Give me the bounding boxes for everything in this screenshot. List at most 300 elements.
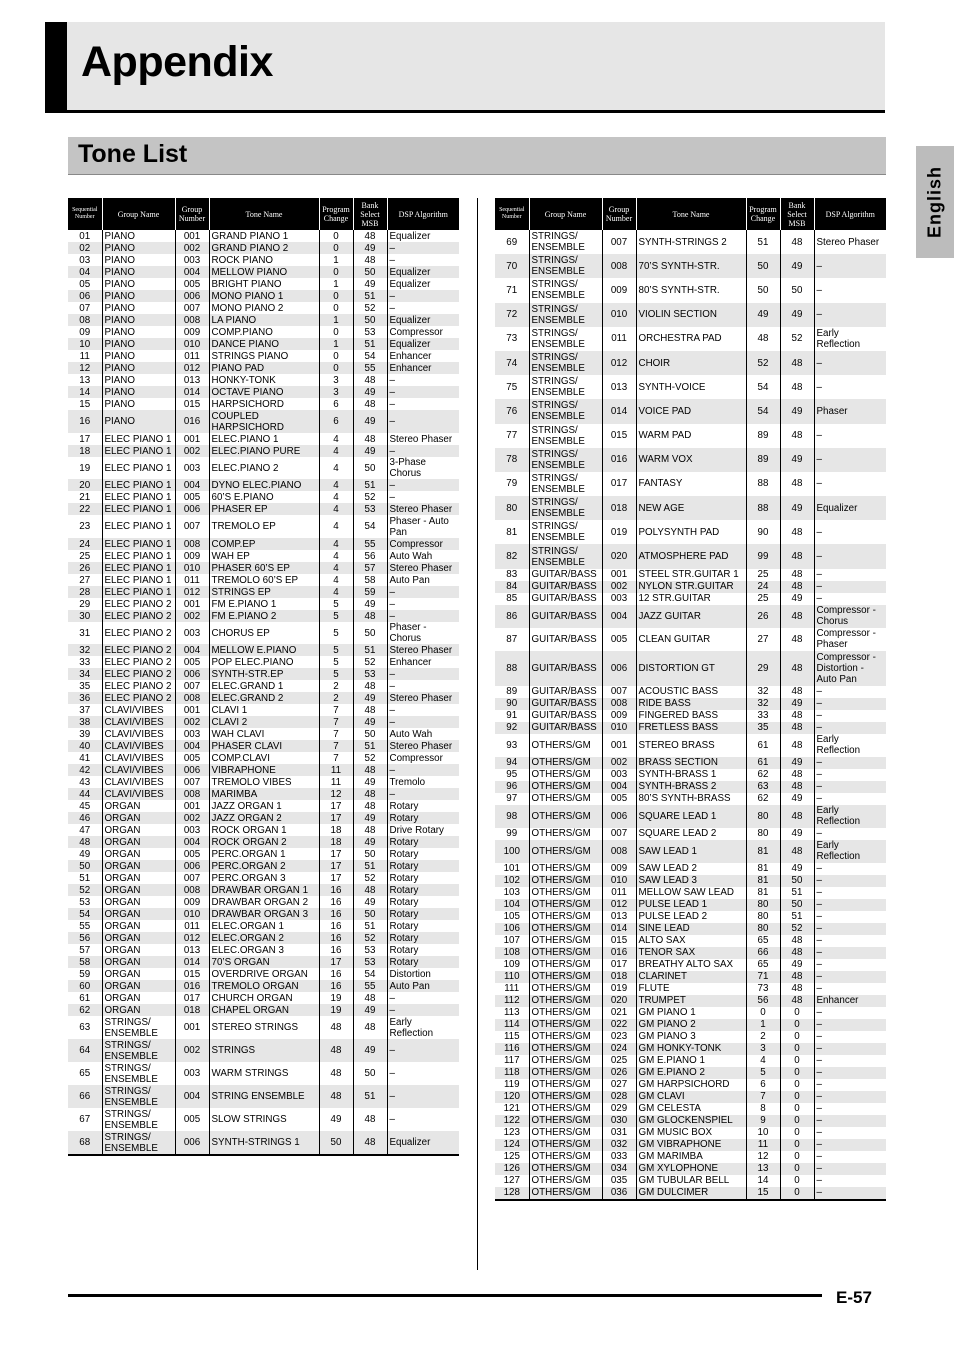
dsp-algorithm-cell: – [387, 386, 459, 398]
tone-row [68, 1039, 459, 1062]
dsp-algorithm-cell: – [816, 1031, 822, 1043]
group-name-cell: GUITAR/BASS [529, 698, 602, 710]
program-change-cell: 0 [319, 266, 353, 278]
dsp-algorithm-cell: Rotary [387, 932, 459, 944]
tone-name-cell: MELLOW E.PIANO [209, 644, 319, 656]
sequential-number-cell: 06 [68, 290, 102, 302]
program-change-cell: 29 [746, 651, 780, 686]
tone-row [495, 1175, 886, 1187]
group-number-cell: 032 [602, 1139, 636, 1151]
bank-select-msb-cell: 48 [353, 788, 387, 800]
group-name-cell: STRINGS/ ENSEMBLE [529, 230, 602, 254]
sequential-number-cell: 28 [68, 586, 102, 598]
program-change-cell: 16 [319, 932, 353, 944]
bank-select-msb-cell: 49 [353, 692, 387, 704]
program-change-cell: 5 [319, 598, 353, 610]
tone-name-cell: POLYSYNTH PAD [636, 520, 746, 544]
program-change-cell: 18 [319, 824, 353, 836]
sequential-number-cell: 42 [68, 764, 102, 776]
tone-row [68, 668, 459, 680]
bank-select-msb-cell: 48 [780, 710, 814, 722]
tone-row [68, 776, 459, 788]
group-number-cell: 004 [175, 1085, 209, 1108]
dsp-algorithm-cell: – [816, 526, 822, 538]
program-change-cell: 48 [746, 327, 780, 351]
dsp-algorithm-cell: Stereo Phaser [387, 692, 459, 704]
tone-row [495, 605, 886, 628]
group-name-cell: ELEC PIANO 2 [102, 692, 175, 704]
sequential-number-cell: 103 [495, 887, 529, 899]
program-change-cell: 66 [746, 947, 780, 959]
program-change-cell: 9 [746, 1115, 780, 1127]
program-change-cell: 13 [746, 1163, 780, 1175]
program-change-cell: 7 [319, 704, 353, 716]
dsp-algorithm-cell: Equalizer [387, 338, 459, 350]
program-change-cell: 6 [319, 410, 353, 433]
program-change-cell: 1 [319, 254, 353, 266]
program-change-cell: 17 [319, 860, 353, 872]
program-change-cell: 1 [319, 314, 353, 326]
program-change-cell: 49 [319, 1108, 353, 1131]
dsp-algorithm-cell: Rotary [389, 944, 419, 956]
tone-row [68, 410, 459, 433]
group-name-cell: GUITAR/BASS [529, 686, 602, 698]
program-change-cell: 19 [319, 992, 353, 1004]
page-title: Appendix [81, 38, 273, 86]
program-change-cell: 62 [746, 793, 780, 805]
dsp-algorithm-cell: Stereo Phaser [387, 562, 459, 574]
bank-select-msb-cell: 0 [780, 1103, 814, 1115]
tone-name-cell: DRAWBAR ORGAN 2 [209, 896, 319, 908]
group-name-cell: OTHERS/GM [529, 1019, 602, 1031]
sequential-number-cell: 47 [68, 824, 102, 836]
program-change-cell: 50 [319, 1131, 353, 1155]
dsp-algorithm-cell: – [816, 959, 822, 971]
bank-select-msb-cell: 49 [780, 959, 814, 971]
group-name-cell: ELEC PIANO 2 [102, 610, 175, 622]
sequential-number-cell: 29 [68, 598, 102, 610]
sequential-number-cell: 70 [495, 254, 529, 278]
group-name-cell: OTHERS/GM [529, 947, 602, 959]
sequential-number-cell: 90 [495, 698, 529, 710]
tone-row [495, 899, 886, 911]
tone-name-cell: WARM VOX [636, 448, 746, 472]
tone-name-cell: ACOUSTIC BASS [636, 686, 746, 698]
group-number-cell: 016 [602, 947, 636, 959]
group-name-cell: OTHERS/GM [529, 1127, 602, 1139]
program-change-cell: 0 [319, 230, 353, 242]
group-number-cell: 035 [602, 1175, 636, 1187]
group-number-cell: 005 [175, 752, 209, 764]
group-name-cell: PIANO [102, 278, 175, 290]
group-name-cell: ELEC PIANO 1 [102, 457, 175, 479]
bank-select-msb-cell: 48 [780, 686, 814, 698]
bank-select-msb-cell: 0 [780, 1031, 814, 1043]
tone-row [495, 923, 886, 935]
tone-name-cell: FM E.PIANO 1 [209, 598, 319, 610]
tone-row [68, 812, 459, 824]
tone-row [68, 992, 459, 1004]
dsp-algorithm-cell: Auto Pan [387, 980, 459, 992]
group-name-cell: ELEC PIANO 2 [102, 668, 175, 680]
sequential-number-cell: 36 [68, 692, 102, 704]
dsp-algorithm-cell: Auto Pan [389, 574, 430, 586]
tone-row [68, 433, 459, 445]
tone-row [495, 569, 886, 581]
bank-select-msb-cell: 48 [353, 398, 387, 410]
sequential-number-cell: 49 [68, 848, 102, 860]
tone-name-cell: JAZZ ORGAN 1 [209, 800, 319, 812]
dsp-algorithm-cell: – [816, 911, 822, 923]
tone-row [68, 944, 459, 956]
bank-select-msb-cell: 52 [353, 656, 387, 668]
sequential-number-cell: 64 [68, 1039, 102, 1062]
sequential-number-cell: 106 [495, 923, 529, 935]
group-number-cell: 013 [602, 375, 636, 399]
program-change-cell: 62 [746, 769, 780, 781]
header-dsp-algorithm: DSP Algorithm [814, 198, 886, 230]
group-name-cell: OTHERS/GM [529, 840, 602, 863]
tone-name-cell: OVERDRIVE ORGAN [209, 968, 319, 980]
sequential-number-cell: 01 [68, 230, 102, 242]
sequential-number-cell: 59 [68, 968, 102, 980]
tone-row [495, 983, 886, 995]
group-name-cell: ORGAN [102, 884, 175, 896]
bank-select-msb-cell: 54 [353, 968, 387, 980]
group-number-cell: 007 [602, 828, 636, 840]
group-number-cell: 005 [175, 848, 209, 860]
bank-select-msb-cell: 53 [353, 956, 387, 968]
tone-row [495, 840, 886, 863]
dsp-algorithm-cell: – [816, 381, 822, 393]
bank-select-msb-cell: 48 [780, 520, 814, 544]
group-number-cell: 004 [602, 781, 636, 793]
tone-name-cell: STRINGS [209, 1039, 319, 1062]
program-change-cell: 48 [319, 1016, 353, 1039]
tone-name-cell: 70’S ORGAN [209, 956, 319, 968]
group-name-cell: GUITAR/BASS [529, 569, 602, 581]
program-change-cell: 10 [746, 1127, 780, 1139]
group-number-cell: 006 [175, 503, 209, 515]
group-name-cell: PIANO [102, 230, 175, 242]
tone-row [68, 704, 459, 716]
group-name-cell: ORGAN [102, 944, 175, 956]
program-change-cell: 19 [319, 1004, 353, 1016]
group-name-cell: OTHERS/GM [529, 828, 602, 840]
tone-row [495, 628, 886, 651]
sequential-number-cell: 38 [68, 716, 102, 728]
tone-name-cell: ELEC.PIANO 2 [209, 457, 319, 479]
tone-row [495, 1103, 886, 1115]
tone-row [495, 1115, 886, 1127]
program-change-cell: 7 [319, 752, 353, 764]
sequential-number-cell: 39 [68, 728, 102, 740]
dsp-algorithm-cell: Drive Rotary [389, 824, 444, 836]
tone-row [68, 479, 459, 491]
tone-row [68, 1004, 459, 1016]
group-number-cell: 011 [175, 574, 209, 586]
tone-name-cell: JAZZ GUITAR [636, 605, 746, 628]
group-number-cell: 006 [175, 764, 209, 776]
tone-name-cell: 12 STR.GUITAR [636, 593, 746, 605]
tone-name-cell: SQUARE LEAD 1 [636, 805, 746, 828]
tone-row [68, 692, 459, 704]
dsp-algorithm-cell: Stereo Phaser [387, 644, 459, 656]
program-change-cell: 48 [319, 1085, 353, 1108]
bank-select-msb-cell: 50 [780, 899, 814, 911]
tone-row [68, 740, 459, 752]
bank-select-msb-cell: 48 [780, 424, 814, 448]
dsp-algorithm-cell: – [816, 1079, 822, 1091]
program-change-cell: 48 [319, 1062, 353, 1085]
group-number-cell: 006 [175, 860, 209, 872]
program-change-cell: 11 [746, 1139, 780, 1151]
tone-row [68, 716, 459, 728]
program-change-cell: 4 [319, 562, 353, 574]
group-number-cell: 009 [602, 710, 636, 722]
dsp-algorithm-cell: – [387, 410, 459, 433]
tone-name-cell: FINGERED BASS [636, 710, 746, 722]
tone-row [495, 995, 886, 1007]
tone-name-cell: COUPLED HARPSICHORD [209, 410, 319, 433]
tone-row [495, 971, 886, 983]
tone-name-cell: OCTAVE PIANO [209, 386, 319, 398]
tone-name-cell: PERC.ORGAN 2 [209, 860, 319, 872]
tone-name-cell: GM MARIMBA [636, 1151, 746, 1163]
group-number-cell: 001 [175, 800, 209, 812]
bank-select-msb-cell: 54 [353, 350, 387, 362]
bank-select-msb-cell: 48 [780, 605, 814, 628]
sequential-number-cell: 89 [495, 686, 529, 698]
group-number-cell: 008 [175, 692, 209, 704]
dsp-algorithm-cell: Auto Wah [389, 728, 433, 740]
group-name-cell: GUITAR/BASS [529, 651, 602, 686]
tone-name-cell: GM HARPSICHORD [636, 1079, 746, 1091]
dsp-algorithm-cell: – [814, 1091, 886, 1103]
bank-select-msb-cell: 56 [353, 550, 387, 562]
tone-row [68, 752, 459, 764]
sequential-number-cell: 45 [68, 800, 102, 812]
bank-select-msb-cell: 48 [353, 764, 387, 776]
group-name-cell: ORGAN [102, 836, 175, 848]
group-number-cell: 008 [602, 698, 636, 710]
dsp-algorithm-cell: – [389, 398, 395, 410]
group-number-cell: 004 [175, 836, 209, 848]
sequential-number-cell: 111 [495, 983, 529, 995]
program-change-cell: 12 [746, 1151, 780, 1163]
bank-select-msb-cell: 48 [780, 983, 814, 995]
bank-select-msb-cell: 0 [780, 1175, 814, 1187]
tone-row [68, 980, 459, 992]
sequential-number-cell: 09 [68, 326, 102, 338]
tone-name-cell: STEREO STRINGS [209, 1016, 319, 1039]
tone-row [495, 1007, 886, 1019]
group-number-cell: 004 [175, 479, 209, 491]
tone-name-cell: FM E.PIANO 2 [209, 610, 319, 622]
bank-select-msb-cell: 0 [780, 1067, 814, 1079]
header-dsp-algorithm: DSP Algorithm [387, 198, 459, 230]
tone-row [68, 610, 459, 622]
program-change-cell: 81 [746, 887, 780, 899]
tone-row [495, 828, 886, 840]
bank-select-msb-cell: 49 [780, 828, 814, 840]
program-change-cell: 49 [746, 303, 780, 327]
group-number-cell: 008 [175, 538, 209, 550]
sequential-number-cell: 56 [68, 932, 102, 944]
sequential-number-cell: 98 [495, 805, 529, 828]
sequential-number-cell: 75 [495, 375, 529, 399]
sequential-number-cell: 99 [495, 828, 529, 840]
program-change-cell: 81 [746, 840, 780, 863]
group-name-cell: STRINGS/ ENSEMBLE [529, 544, 602, 568]
sequential-number-cell: 02 [68, 242, 102, 254]
program-change-cell: 65 [746, 959, 780, 971]
group-name-cell: OTHERS/GM [529, 923, 602, 935]
sequential-number-cell: 17 [68, 433, 102, 445]
tone-row [495, 1127, 886, 1139]
group-number-cell: 001 [602, 734, 636, 757]
dsp-algorithm-cell: Compressor [387, 538, 459, 550]
group-number-cell: 001 [175, 598, 209, 610]
program-change-cell: 63 [746, 781, 780, 793]
program-change-cell: 11 [319, 764, 353, 776]
program-change-cell: 4 [319, 574, 353, 586]
tone-row [495, 698, 886, 710]
tone-name-cell: SAW LEAD 3 [636, 875, 746, 887]
sequential-number-cell: 74 [495, 351, 529, 375]
bank-select-msb-cell: 48 [780, 351, 814, 375]
dsp-algorithm-cell: – [389, 374, 395, 386]
bank-select-msb-cell: 0 [780, 1115, 814, 1127]
dsp-algorithm-cell: – [814, 1187, 886, 1200]
group-number-cell: 007 [602, 686, 636, 698]
group-name-cell: ELEC PIANO 1 [102, 433, 175, 445]
group-name-cell: OTHERS/GM [529, 1139, 602, 1151]
bank-select-msb-cell: 48 [353, 824, 387, 836]
tone-row [495, 1079, 886, 1091]
bank-select-msb-cell: 51 [780, 911, 814, 923]
bank-select-msb-cell: 51 [353, 290, 387, 302]
sequential-number-cell: 41 [68, 752, 102, 764]
bank-select-msb-cell: 48 [780, 769, 814, 781]
tone-row [495, 911, 886, 923]
language-tab [916, 146, 954, 258]
program-change-cell: 73 [746, 983, 780, 995]
bank-select-msb-cell: 49 [353, 812, 387, 824]
header-group-number: Group Number [175, 198, 209, 230]
tone-name-cell: HARPSICHORD [209, 398, 319, 410]
group-name-cell: OTHERS/GM [529, 734, 602, 757]
sequential-number-cell: 18 [68, 445, 102, 457]
header-bank-select-msb: Bank Select MSB [353, 198, 387, 230]
program-change-cell: 3 [319, 374, 353, 386]
header-program-change: Program Change [746, 198, 780, 230]
program-change-cell: 3 [319, 386, 353, 398]
sequential-number-cell: 69 [495, 230, 529, 254]
sequential-number-cell: 55 [68, 920, 102, 932]
program-change-cell: 99 [746, 544, 780, 568]
bank-select-msb-cell: 48 [780, 628, 814, 651]
group-number-cell: 012 [602, 351, 636, 375]
sequential-number-cell: 21 [68, 491, 102, 503]
bank-select-msb-cell: 0 [780, 1055, 814, 1067]
group-number-cell: 017 [602, 959, 636, 971]
group-name-cell: CLAVI/VIBES [102, 764, 175, 776]
group-name-cell: PIANO [102, 386, 175, 398]
group-name-cell: OTHERS/GM [529, 1091, 602, 1103]
bank-select-msb-cell: 52 [353, 932, 387, 944]
group-number-cell: 013 [175, 944, 209, 956]
program-change-cell: 88 [746, 472, 780, 496]
tone-name-cell: SYNTH-VOICE [636, 375, 746, 399]
dsp-algorithm-cell: – [387, 242, 459, 254]
tone-table-right [495, 198, 886, 1201]
group-name-cell: OTHERS/GM [529, 1175, 602, 1187]
program-change-cell: 25 [746, 569, 780, 581]
program-change-cell: 4 [746, 1055, 780, 1067]
tone-row [495, 1067, 886, 1079]
dsp-algorithm-cell: Stereo Phaser [387, 503, 459, 515]
tone-row [68, 398, 459, 410]
group-number-cell: 014 [602, 399, 636, 423]
program-change-cell: 71 [746, 971, 780, 983]
dsp-algorithm-cell: Distortion [389, 968, 431, 980]
bank-select-msb-cell: 48 [353, 680, 387, 692]
group-number-cell: 015 [175, 398, 209, 410]
bank-select-msb-cell: 48 [780, 569, 814, 581]
program-change-cell: 1 [319, 278, 353, 290]
program-change-cell: 18 [319, 836, 353, 848]
dsp-algorithm-cell: Phaser - Chorus [389, 622, 427, 644]
bank-select-msb-cell: 49 [780, 698, 814, 710]
sequential-number-cell: 11 [68, 350, 102, 362]
dsp-algorithm-cell: Compressor - Chorus [814, 605, 886, 628]
dsp-algorithm-cell: – [387, 764, 459, 776]
tone-row [495, 722, 886, 734]
group-name-cell: OTHERS/GM [529, 1187, 602, 1200]
dsp-algorithm-cell: – [816, 828, 822, 840]
program-change-cell: 6 [746, 1079, 780, 1091]
group-number-cell: 011 [175, 350, 209, 362]
bank-select-msb-cell: 49 [780, 254, 814, 278]
tone-row [495, 686, 886, 698]
tone-name-cell: DANCE PIANO [209, 338, 319, 350]
tone-name-cell: GM TUBULAR BELL [636, 1175, 746, 1187]
tone-name-cell: TREMOLO ORGAN [209, 980, 319, 992]
sequential-number-cell: 25 [68, 550, 102, 562]
dsp-algorithm-cell: – [389, 598, 395, 610]
tone-name-cell: ELEC.GRAND 2 [209, 692, 319, 704]
sequential-number-cell: 23 [68, 515, 102, 538]
bank-select-msb-cell: 49 [353, 896, 387, 908]
tone-row [68, 445, 459, 457]
tone-name-cell: DRAWBAR ORGAN 3 [209, 908, 319, 920]
sequential-number-cell: 124 [495, 1139, 529, 1151]
group-number-cell: 028 [602, 1091, 636, 1103]
bank-select-msb-cell: 51 [353, 479, 387, 491]
sequential-number-cell: 78 [495, 448, 529, 472]
dsp-algorithm-cell: Stereo Phaser [816, 236, 880, 248]
bank-select-msb-cell: 52 [353, 491, 387, 503]
tone-table-left-body [68, 230, 459, 1155]
bank-select-msb-cell: 48 [780, 230, 814, 254]
tone-name-cell: 80’S SYNTH-STR. [636, 278, 746, 302]
bank-select-msb-cell: 0 [780, 1163, 814, 1175]
group-name-cell: OTHERS/GM [529, 971, 602, 983]
group-name-cell: STRINGS/ ENSEMBLE [529, 472, 602, 496]
tone-name-cell: ATMOSPHERE PAD [636, 544, 746, 568]
tone-row [68, 956, 459, 968]
